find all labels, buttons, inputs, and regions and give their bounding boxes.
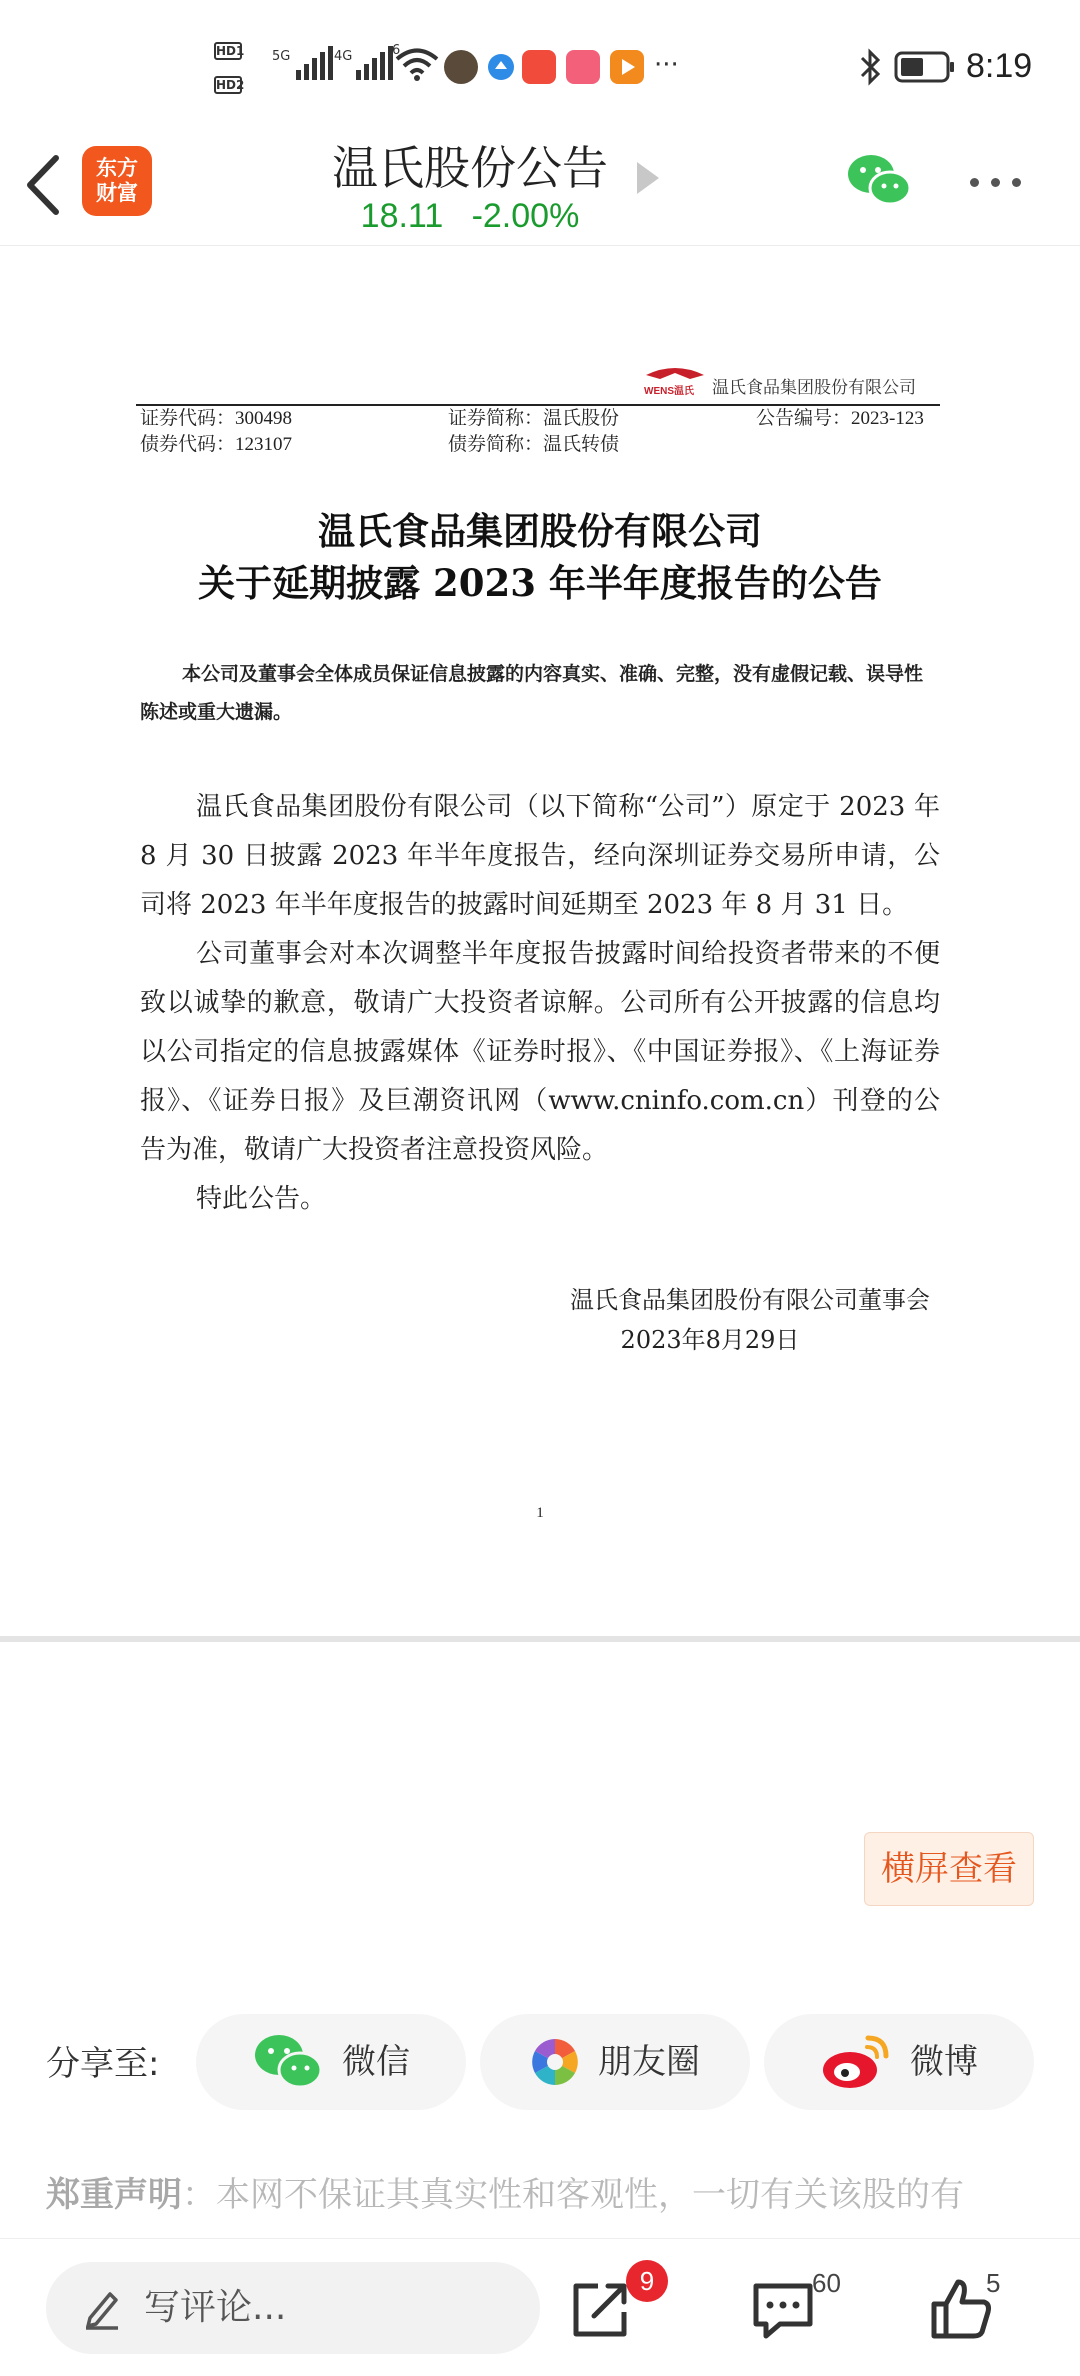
logo-line-1: 东方 [96,156,138,180]
notice-number: 公告编号：2023-123 [756,408,924,429]
share-moments-label: 朋友圈 [598,2042,700,2082]
stock-price-line [0,194,940,238]
moments-icon [530,2037,580,2087]
announcement-date: 2023年8月29日 [620,1326,800,1354]
play-arrow-icon[interactable] [637,162,659,194]
wechat-icon [252,2032,324,2092]
notification-app-red-icon [522,50,556,84]
bond-short-name: 债券简称：温氏转债 [448,434,620,455]
doc-title-line-2: 关于延期披露 2023 年半年度报告的公告 [198,561,882,605]
stock-title[interactable]: 温氏股份公告 [332,141,608,195]
share-moments-button[interactable] [480,2014,750,2110]
stock-header [0,136,1080,246]
share-label: 分享至: [46,2044,160,2084]
announcement-document[interactable] [0,247,1080,1637]
network-type-2: 4G [334,49,353,64]
bond-code: 债券代码：123107 [140,434,293,455]
disclaimer-title: 郑重声明 [46,2175,182,2215]
dot-icon [991,178,1000,187]
clock: 8:19 [966,47,1033,85]
disclaimer [46,2168,1056,2222]
paragraph-3: 特此公告。 [196,1184,327,1214]
wifi-icon [392,43,440,82]
share-external-button[interactable] [568,2276,634,2342]
signal-bars-2-icon [356,46,393,80]
hd-badge-1-text: HD1 [216,44,245,58]
notification-app-orange-icon [610,50,644,84]
wens-logo-text: WENS温氏 [644,386,694,397]
comments-count: 60 [812,2268,841,2298]
paragraph-1: 温氏食品集团股份有限公司（以下简称“公司”）原定于 2023 年 8 月 30 日披露 2023 年半年度报告，经向深圳证券交易所申请，公司将 2023 年半年度报告的披露时间延期至 2023 年 8 月 31 日。 [140,792,940,920]
hd-badge-2-text: HD2 [216,78,245,92]
wechat-share-button[interactable] [846,152,912,210]
more-options-button[interactable] [970,172,1034,192]
stock-price: 18.11 [360,197,444,235]
doc-company-header: 温氏食品集团股份有限公司 [712,378,916,398]
battery-icon [894,50,956,84]
disclaimer-text: ：本网不保证其真实性和客观性，一切有关该股的有 [182,2175,964,2215]
bottom-bar-divider [0,2238,1080,2239]
doc-title-line-1: 温氏食品集团股份有限公司 [318,509,762,553]
notification-app-blue-icon [486,52,516,82]
network-type-1: 5G [272,49,291,64]
share-weibo-button[interactable] [764,2014,1034,2110]
hd-badge-2 [214,76,245,94]
hd-badge-1 [214,42,245,60]
landscape-view-button[interactable]: 横屏查看 [864,1832,1034,1906]
comment-input[interactable] [46,2262,540,2354]
stock-change: -2.00% [471,197,580,235]
header-rule [136,404,940,406]
like-button[interactable] [928,2276,994,2342]
share-weibo-label: 微博 [910,2042,978,2082]
paragraph-2: 公司董事会对本次调整半年度报告披露时间给投资者带来的不便致以诚挚的歉意，敬请广大投资者谅解。公司所有公开披露的信息均以公司指定的信息披露媒体《证券时报》、《中国证券报》、《上海证券报》、《证券日报》及巨潮资讯网（www.cninfo.com.cn）刊登的公告为准，敬请广大投资者注意投资风险。 [140,939,940,1165]
comment-placeholder: 写评论... [144,2287,287,2328]
signal-bars-1-icon [296,46,333,80]
share-count-badge: 9 [626,2260,668,2302]
wens-logo [640,363,710,397]
wifi-generation: 6 [392,43,401,58]
notification-avatar-icon [444,50,478,84]
signature: 温氏食品集团股份有限公司董事会 [570,1286,930,1314]
pencil-icon [82,2286,122,2330]
status-bar [0,0,1080,136]
dot-icon [1012,178,1021,187]
notification-app-pink-icon [566,50,600,84]
logo-line-2: 财富 [96,181,138,205]
weibo-icon [820,2032,892,2092]
share-wechat-label: 微信 [342,2042,410,2082]
share-wechat-button[interactable] [196,2014,466,2110]
comments-button[interactable] [750,2278,816,2344]
security-code: 证券代码：300498 [140,408,293,429]
likes-count: 5 [986,2268,1001,2298]
disclosure-statement: 本公司及董事会全体成员保证信息披露的内容真实、准确、完整，没有虚假记载、误导性陈述或重大遗漏。 [140,663,924,723]
bluetooth-icon [858,48,882,86]
more-notifications: ··· [654,50,679,80]
dot-icon [970,178,979,187]
security-short-name: 证券简称：温氏股份 [448,408,620,429]
document-divider [0,1636,1080,1642]
page-number: 1 [536,1505,544,1521]
